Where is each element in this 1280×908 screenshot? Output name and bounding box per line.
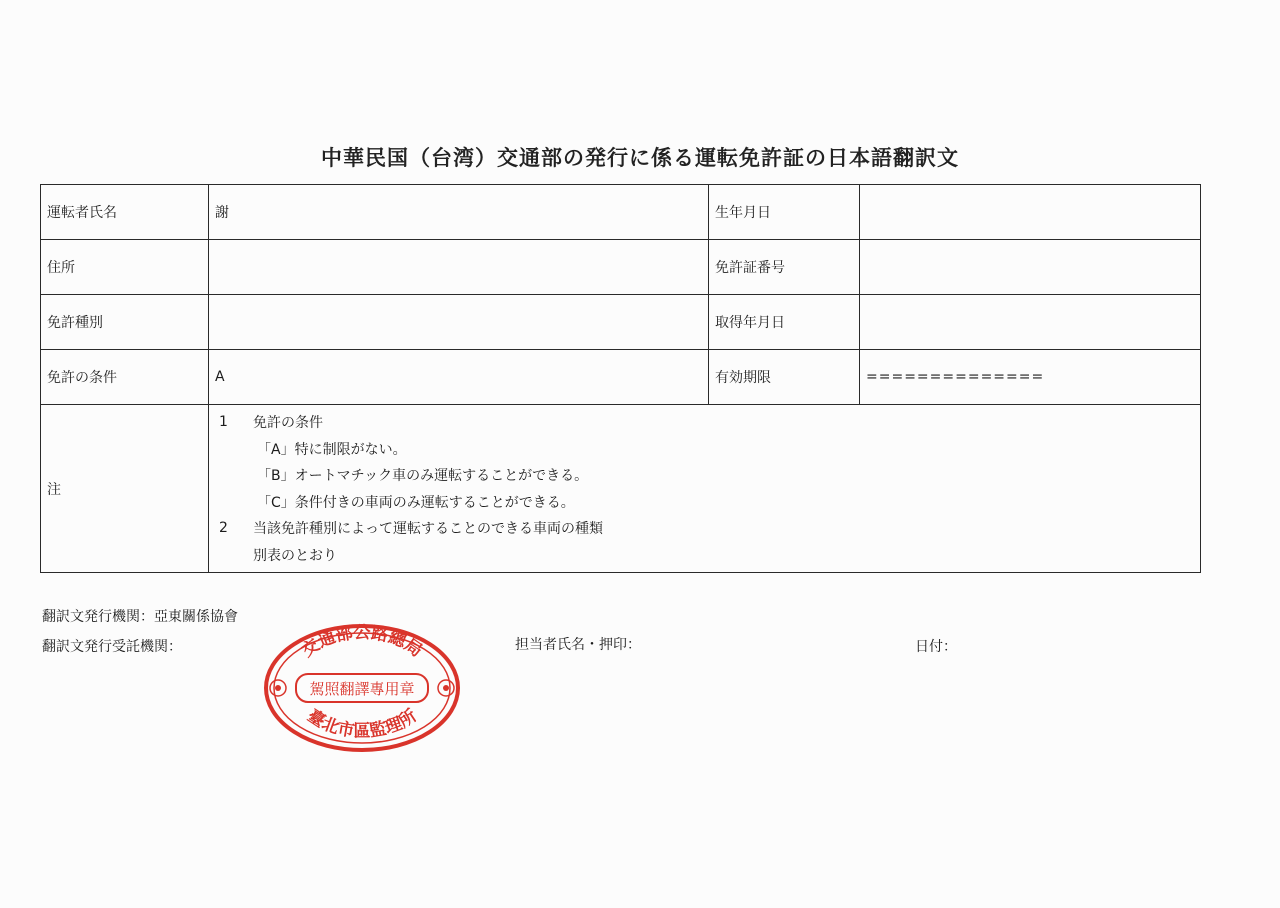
note-text: 「B」オートマチック車のみ運転することができる。 xyxy=(257,468,589,485)
value-license-number xyxy=(860,240,1201,295)
note-line xyxy=(215,436,1194,463)
value-license-conditions: A xyxy=(209,350,709,405)
document-title: 中華民国（台湾）交通部の発行に係る運転免許証の日本語翻訳文 xyxy=(321,145,959,170)
label-address: 住所 xyxy=(41,240,209,295)
label-acquired-date: 取得年月日 xyxy=(709,295,860,350)
commissioned-label: 翻訳文発行受託機関： xyxy=(42,639,182,655)
table-row xyxy=(41,295,1201,350)
license-translation-table xyxy=(40,184,1201,573)
stamp-middle-text: 駕照翻譯專用章 xyxy=(309,680,415,698)
notes-row xyxy=(41,405,1201,573)
stamp-top-text: 交通部公路總局 xyxy=(298,623,426,662)
note-text: 「A」特に制限がない。 xyxy=(257,441,407,458)
value-driver-name: 謝 xyxy=(209,185,709,240)
note-number: 2 xyxy=(219,520,228,537)
label-license-type: 免許種別 xyxy=(41,295,209,350)
note-number: 1 xyxy=(219,414,228,431)
note-line xyxy=(215,409,1194,436)
label-notes: 注 xyxy=(41,405,209,573)
note-line xyxy=(215,515,1194,542)
person-in-charge-label: 担当者氏名・押印： xyxy=(515,637,641,653)
note-text: 別表のとおり xyxy=(253,547,337,564)
label-driver-name: 運転者氏名 xyxy=(41,185,209,240)
note-text: 「C」条件付きの車両のみ運転することができる。 xyxy=(257,494,575,511)
note-line xyxy=(215,542,1194,569)
official-stamp xyxy=(262,622,462,752)
notes-content xyxy=(209,405,1201,573)
note-text: 免許の条件 xyxy=(253,415,323,432)
label-birth-date: 生年月日 xyxy=(709,185,860,240)
stamp-emblem-right-icon xyxy=(438,680,454,696)
label-expiry-date: 有効期限 xyxy=(709,350,860,405)
label-license-number: 免許証番号 xyxy=(709,240,860,295)
note-line xyxy=(215,489,1194,516)
value-birth-date xyxy=(860,185,1201,240)
table-row xyxy=(41,185,1201,240)
issuer-label: 翻訳文発行機関：亞東關係協會 xyxy=(42,609,238,625)
stamp-bottom-text: 臺北市區監理所 xyxy=(303,705,421,742)
table-row xyxy=(41,350,1201,405)
value-expiry-date: ============== xyxy=(860,350,1201,405)
note-line xyxy=(215,462,1194,489)
value-license-type xyxy=(209,295,709,350)
value-address xyxy=(209,240,709,295)
table-row xyxy=(41,240,1201,295)
label-license-conditions: 免許の条件 xyxy=(41,350,209,405)
note-text: 当該免許種別によって運転することのできる車両の種類 xyxy=(253,521,603,538)
value-acquired-date xyxy=(860,295,1201,350)
date-label: 日付： xyxy=(915,639,957,655)
stamp-emblem-left-icon xyxy=(270,680,286,696)
